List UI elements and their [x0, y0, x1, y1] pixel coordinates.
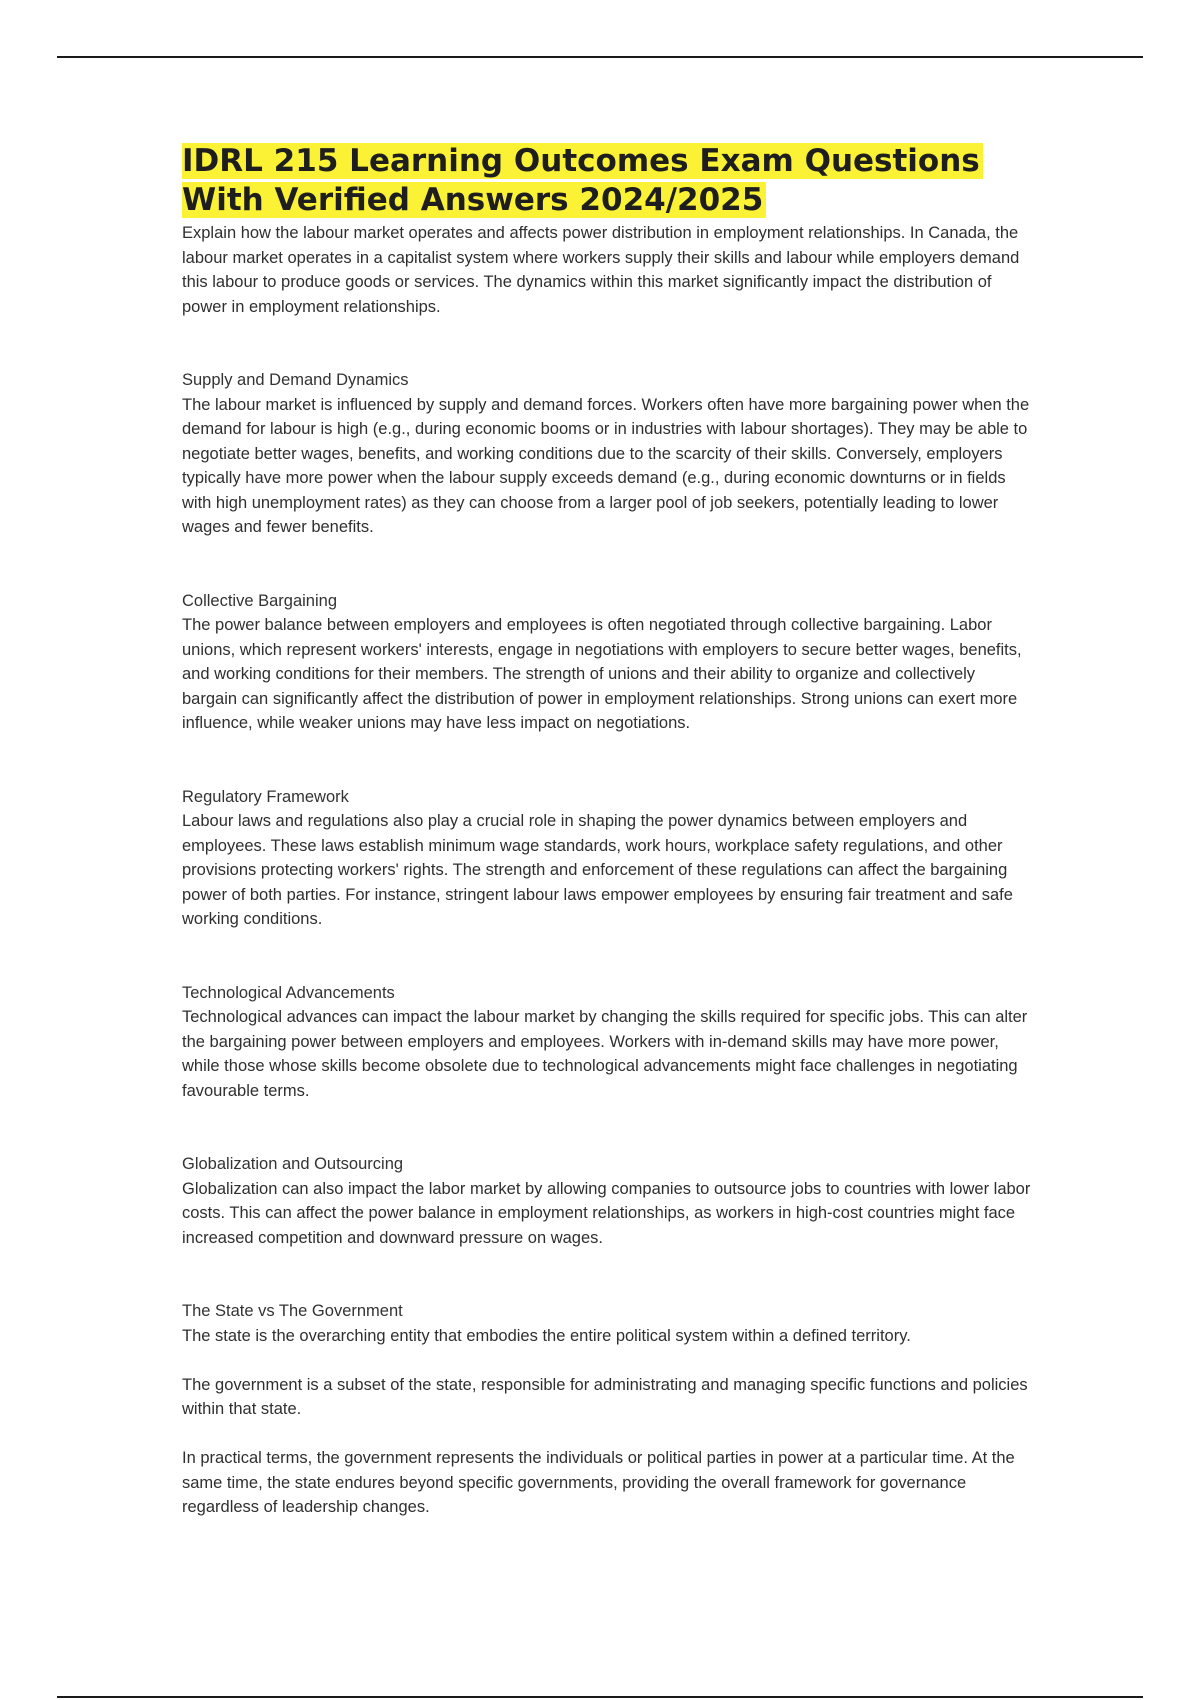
- section-heading: Regulatory Framework: [182, 787, 349, 806]
- section-globalization: [182, 1152, 1032, 1250]
- title-highlight-line-1: IDRL 215 Learning Outcomes Exam Questions: [182, 143, 983, 179]
- section-paragraph: Globalization can also impact the labor market by allowing companies to outsource jobs to countries with lower labor costs. This can affect the power balance in employment relationships, as workers in high-cost countries might face increased competition and downward pressure on wages.: [182, 1179, 1031, 1247]
- section-paragraph: The government is a subset of the state, responsible for administrating and managing specific functions and policies within that state.: [182, 1375, 1028, 1418]
- section-paragraph: The state is the overarching entity that embodies the entire political system within a defined territory.: [182, 1326, 911, 1345]
- bottom-divider: [57, 1696, 1143, 1698]
- top-divider: [57, 56, 1143, 58]
- section-regulatory-framework: [182, 785, 1032, 932]
- section-paragraph: The power balance between employers and employees is often negotiated through collective bargaining. Labor unions, which represent workers' interests, engage in negotiations with employers to secure better wages, benefits, and working conditions for their members. The strength of unions and their ability to organize and collectively bargain can significantly affect the distribution of power in employment relationships. Strong unions can exert more influence, while weaker unions may have less impact on negotiations.: [182, 616, 1022, 732]
- section-technological-advancements: [182, 981, 1032, 1104]
- section-state-vs-government: [182, 1299, 1032, 1520]
- section-collective-bargaining: [182, 589, 1032, 736]
- intro-paragraph: Explain how the labour market operates and affects power distribution in employment relationships. In Canada, the labour market operates in a capitalist system where workers supply their skills and labour while employers demand this labour to produce goods or services. The dynamics within this market significantly impact the distribution of power in employment relationships.: [182, 224, 1020, 316]
- section-paragraph: In practical terms, the government represents the individuals or political parties in power at a particular time. At the same time, the state endures beyond specific governments, providing the overall framework for governance regardless of leadership changes.: [182, 1449, 1015, 1516]
- document-title: [182, 142, 1032, 220]
- section-heading: Technological Advancements: [182, 983, 395, 1002]
- section-heading: The State vs The Government: [182, 1302, 403, 1320]
- section-paragraph: Labour laws and regulations also play a crucial role in shaping the power dynamics between employers and employees. These laws establish minimum wage standards, work hours, workplace safety regulations, and other provisions protecting workers' rights. The strength and enforcement of these regulations can affect the bargaining power of both parties. For instance, stringent labour laws empower employees by ensuring fair treatment and safe working conditions.: [182, 812, 1013, 928]
- document-body: [182, 142, 1032, 1520]
- section-heading: Globalization and Outsourcing: [182, 1155, 404, 1173]
- section-heading: Collective Bargaining: [182, 591, 338, 610]
- title-highlight-line-2: With Verified Answers 2024/2025: [182, 182, 766, 218]
- section-paragraph: The labour market is influenced by supply and demand forces. Workers often have more bargaining power when the demand for labour is high (e.g., during economic booms or in industries with labour shortages). They may be able to negotiate better wages, benefits, and working conditions due to the scarcity of their skills. Conversely, employers typically have more power when the labour supply exceeds demand (e.g., during economic downturns or in fields with high unemployment rates) as they can choose from a larger pool of job seekers, potentially leading to lower wages and fewer benefits.: [182, 395, 1030, 536]
- section-heading: Supply and Demand Dynamics: [182, 371, 409, 389]
- section-supply-demand: [182, 368, 1032, 540]
- section-paragraph: Technological advances can impact the labour market by changing the skills required for specific jobs. This can alter the bargaining power between employers and employees. Workers with in-demand skills may have more power, while those whose skills become obsolete due to technological advancements might face challenges in negotiating favourable terms.: [182, 1008, 1028, 1100]
